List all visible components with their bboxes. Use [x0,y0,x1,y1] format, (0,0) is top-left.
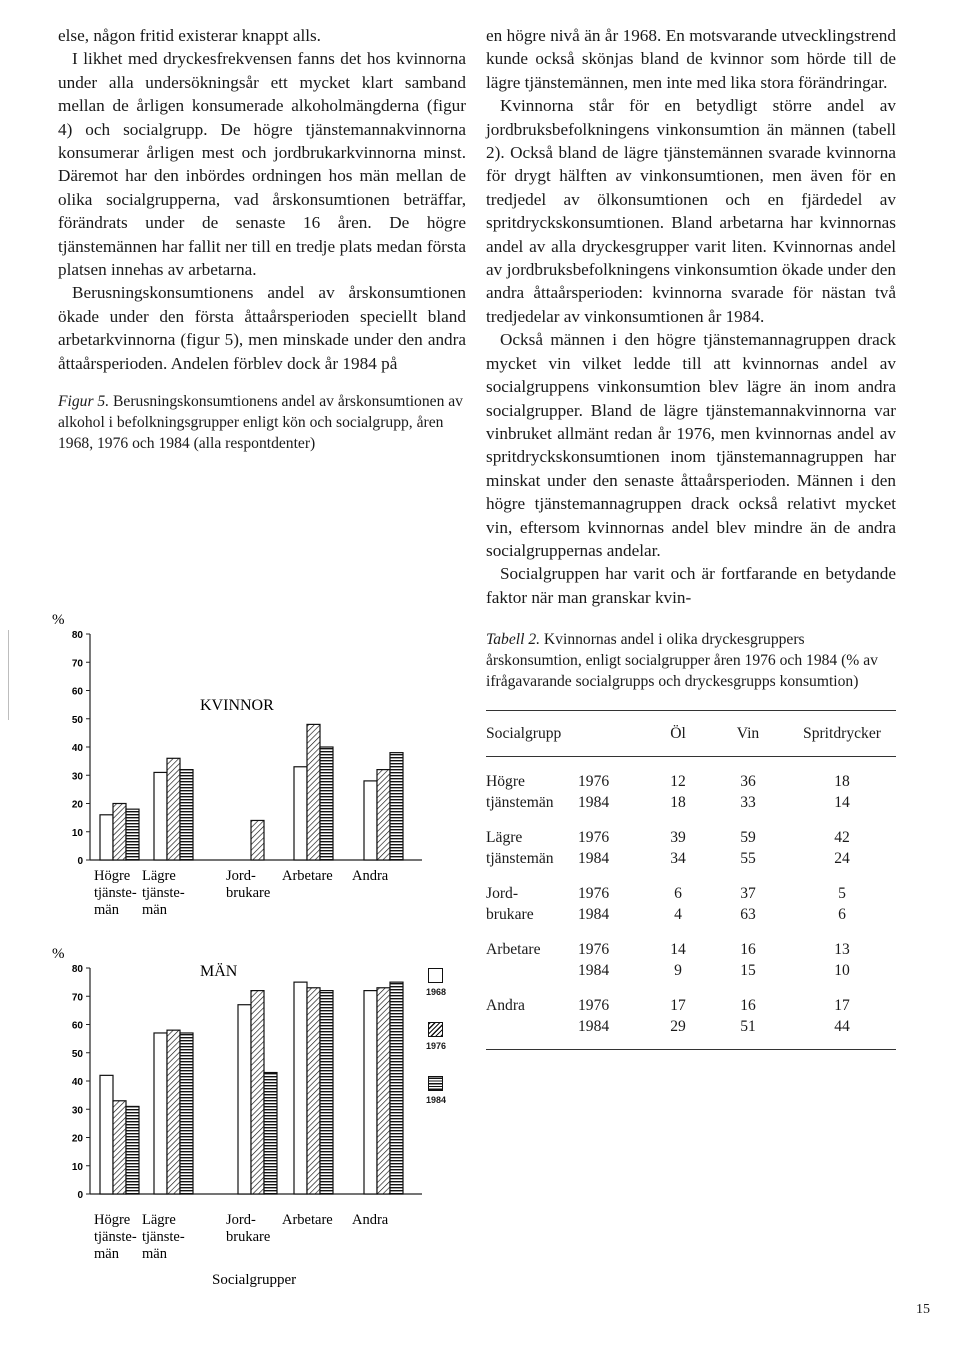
paragraph: else, någon fritid existerar knappt alls. [58,26,321,45]
y-tick-label: 0 [77,856,83,867]
bar-1968 [364,781,377,860]
bar-1968 [100,1075,113,1194]
chart-man-svg [50,938,470,1293]
bar-1976 [251,991,264,1194]
figure-caption-text: Berusningskonsumtionens andel av årskonsumtionen av alkohol i befolkningsgrupper enligt kön och socialgrupp, åren 1968, 1976 och 1984 (alla respontdenter) [58,393,463,453]
paragraph: Berusningskonsumtionens andel av årskonsumtionen ökade under den första åttaårsperioden speciellt bland arbetarkvinnorna (figur 5), men minskade under den andra åttaårsperioden. Andelen förblev dock år 1984 på [58,283,466,373]
y-tick-label: 60 [71,1020,83,1032]
x-category-label: Högre tjänste-män [94,868,137,918]
paragraph: Också männen i den högre tjänstemannagruppen drack mycket vin vilket ledde till att kvinnornas andel av socialgruppens vinkonsumtion blev lägre än inom andra socialgrupper. Bland de lägre tjänstemannakvinnorna var vinbruket allmänt redan år 1976, men kvinnornas andel av spritdryckskonsumtionen inom tjänstemannagruppen har minskat under den senaste åttaårsperioden. Männen i den högre tjänstemannagruppen drack också relativt mycket vin, eftersom kvinnornas andel blev mindre än de andra socialgruppernas andelar. [486,330,896,560]
table-cell: 36 [740,773,756,791]
chart-man [50,938,470,1293]
table-header: Spritdrycker [788,711,896,757]
legend-swatch-open [428,968,443,983]
table-cell: 51 [740,1018,756,1036]
table-row [486,981,896,1016]
y-unit-label: % [52,612,65,628]
table-cell: Andra [486,997,525,1015]
y-tick-label: 40 [71,1077,83,1088]
table-row [486,757,896,793]
bar-1984 [264,1073,277,1194]
legend-label: 1968 [426,987,447,997]
legend-swatch-vertical [428,1076,443,1091]
bar-1968 [154,1033,167,1194]
table-cell: 1984 [578,906,610,924]
bar-1984 [180,1033,193,1194]
x-category-label: Arbetare [282,868,333,884]
bar-1976 [167,758,180,860]
legend-item-1968 [426,968,466,1022]
page-number: 15 [916,1302,930,1317]
table-cell: 29 [670,1018,686,1036]
bar-1976 [113,1101,126,1194]
y-tick-label: 60 [71,686,83,698]
table-caption-text: Kvinnornas andel i olika dryckesgruppers årskonsumtion, enligt socialgrupper åren 1976 och 1984 (% av ifrågavarande socialgrupps och dryckesgrupps konsumtion) [486,631,878,691]
table-cell: 6 [674,885,682,903]
table-header [578,711,648,757]
y-tick-label: 20 [71,799,83,811]
scan-artifact [8,630,9,720]
table-cell [486,960,578,981]
y-tick-label: 30 [71,771,83,783]
table-cell: brukare [486,906,534,924]
legend-item-1976 [426,1022,466,1076]
chart-legend [426,968,466,1130]
table-cell: 16 [740,941,756,959]
table-cell: 17 [670,997,686,1015]
y-tick-label: 50 [71,714,83,726]
table-cell: 63 [740,906,756,924]
table-cell: Lägre [486,829,523,847]
table-cell: 44 [834,1018,850,1036]
table-cell: 14 [834,794,850,812]
x-category-label: Högre tjänste-män [94,1212,137,1262]
table-header: Socialgrupp [486,711,578,757]
table-cell: tjänstemän [486,850,554,868]
x-category-label: Andra [352,1212,389,1228]
table-cell: 1976 [578,773,610,791]
figure-label: Figur 5. [58,393,110,411]
chart-kvinnor-svg [50,604,470,934]
y-unit-label: % [52,946,65,962]
table-cell: Högre [486,773,525,791]
table-header-row [486,711,896,757]
y-tick-label: 80 [71,964,83,975]
x-category-label: Arbetare [282,1212,333,1228]
legend-label: 1976 [426,1041,447,1051]
table-cell: 59 [740,829,756,847]
bar-1968 [364,991,377,1194]
paragraph: I likhet med dryckesfrekvensen fanns det hos kvinnorna under alla undersökningsår ett mycket klart samband mellan de årligen konsumerade alkoholmängderna (figur 4) och socialgrupp. De högre tjänstemannakvinnorna konsumerar årligen mest och jordbrukarkvinnorna minst. Däremot har den inbördes ordningen hos män mellan de olika socialgrupperna, vad årskonsumtionen beträffar, förändrats under de senaste 16 åren. De högre tjänstemännen har fallit ner till en tredje plats medan första platsen innehas av arbetarna. [58,49,466,280]
y-tick-label: 10 [71,827,83,839]
table-cell: 4 [674,906,682,924]
data-table [486,710,896,1050]
table-row [486,1016,896,1050]
table-cell: 9 [674,962,682,980]
table-cell: 17 [834,997,850,1015]
table-cell: 6 [838,906,846,924]
table-cell: 1984 [578,850,610,868]
bar-1968 [238,1005,251,1194]
bar-1984 [126,809,139,860]
bar-1984 [390,753,403,860]
table-row [486,904,896,925]
y-tick-label: 70 [71,992,83,1004]
table-cell: 13 [834,941,850,959]
paragraph: en högre nivå än år 1968. En motsvarande utvecklingstrend kunde också skönjas bland de kvinnor som hörde till de lägre tjänstemännen, men inte med lika stora förändringar. [486,26,896,92]
legend-swatch-diagonal [428,1022,443,1037]
table-cell: 12 [670,773,686,791]
table-cell: tjänstemän [486,794,554,812]
table-row [486,960,896,981]
paragraph: Socialgruppen har varit och är fortfarande en betydande faktor när man granskar kvin- [486,564,896,607]
paragraph: Kvinnorna står för en betydligt större andel av jordbruksbefolkningens vinkonsumtion än männen (tabell 2). Också bland de lägre tjänstemännen svarade kvinnorna för drygt hälften av vinkonsumtionen, men även för en tredjedel av ölkonsumtionen och en fjärdedel av spritdryckskonsumtionen. Bland arbetarna har kvinnornas andel av alla dryckesgrupper varit liten. Kvinnornas andel av jordbruksbefolkningens vinkonsumtion ökade under den andra åttaårsperioden: kvinnorna svarade för nästan två tredjedelar av vinkonsumtionen år 1984. [486,96,896,326]
bar-1984 [390,982,403,1194]
table-cell: 1984 [578,794,610,812]
table-caption [486,629,896,692]
bar-1984 [180,770,193,860]
table-cell [486,1016,578,1050]
legend-label: 1984 [426,1095,447,1105]
table-cell: 1976 [578,941,610,959]
bar-1968 [294,982,307,1194]
table-cell: 34 [670,850,686,868]
bar-1976 [307,988,320,1194]
x-category-label: Andra [352,868,389,884]
bar-1976 [377,988,390,1194]
table-cell: 1976 [578,885,610,903]
y-tick-label: 0 [77,1190,83,1201]
right-text-column [486,24,896,1050]
y-tick-label: 70 [71,658,83,670]
table-cell: Arbetare [486,941,541,959]
legend-item-1984 [426,1076,466,1130]
table-cell: 16 [740,997,756,1015]
table-cell: 42 [834,829,850,847]
x-category-label: Jord-brukare [226,1212,271,1245]
bar-1976 [113,804,126,861]
table-cell: 14 [670,941,686,959]
table-row [486,848,896,869]
chart-title: MÄN [200,963,238,980]
table-cell: 1976 [578,997,610,1015]
x-category-label: Jord-brukare [226,868,271,901]
table-cell: 33 [740,794,756,812]
table-cell: 1984 [578,1018,610,1036]
bar-1976 [167,1030,180,1194]
figure-caption [58,391,466,454]
left-text-column [58,24,466,454]
bar-1968 [100,815,113,860]
bar-1968 [154,772,167,860]
bar-1984 [320,991,333,1194]
x-axis-label: Socialgrupper [212,1272,297,1288]
bar-1984 [126,1106,139,1194]
table-cell: 18 [670,794,686,812]
table-header: Öl [648,711,708,757]
table-cell: 24 [834,850,850,868]
y-tick-label: 40 [71,743,83,754]
table-cell: 1976 [578,829,610,847]
table-cell: Jord- [486,885,519,903]
y-tick-label: 30 [71,1105,83,1117]
table-cell: 18 [834,773,850,791]
chart-title: KVINNOR [200,697,274,714]
table-cell: 1984 [578,962,610,980]
x-category-label: Lägre tjänste-män [142,868,185,918]
table-label: Tabell 2. [486,631,541,649]
bar-1976 [377,770,390,860]
bar-1976 [251,820,264,860]
bar-1976 [307,724,320,860]
y-tick-label: 50 [71,1048,83,1060]
y-tick-label: 80 [71,630,83,641]
table-body [486,757,896,1050]
table-cell: 37 [740,885,756,903]
x-category-label: Lägre tjänste-män [142,1212,185,1262]
y-tick-label: 20 [71,1133,83,1145]
table-cell: 5 [838,885,846,903]
table-header: Vin [708,711,788,757]
table-cell: 15 [740,962,756,980]
table-cell: 39 [670,829,686,847]
table-cell: 10 [834,962,850,980]
table-row [486,869,896,904]
table-cell: 55 [740,850,756,868]
chart-kvinnor [50,604,470,934]
table-row [486,925,896,960]
table-row [486,792,896,813]
y-tick-label: 10 [71,1161,83,1173]
bar-1984 [320,747,333,860]
table-row [486,813,896,848]
bar-1968 [294,767,307,860]
